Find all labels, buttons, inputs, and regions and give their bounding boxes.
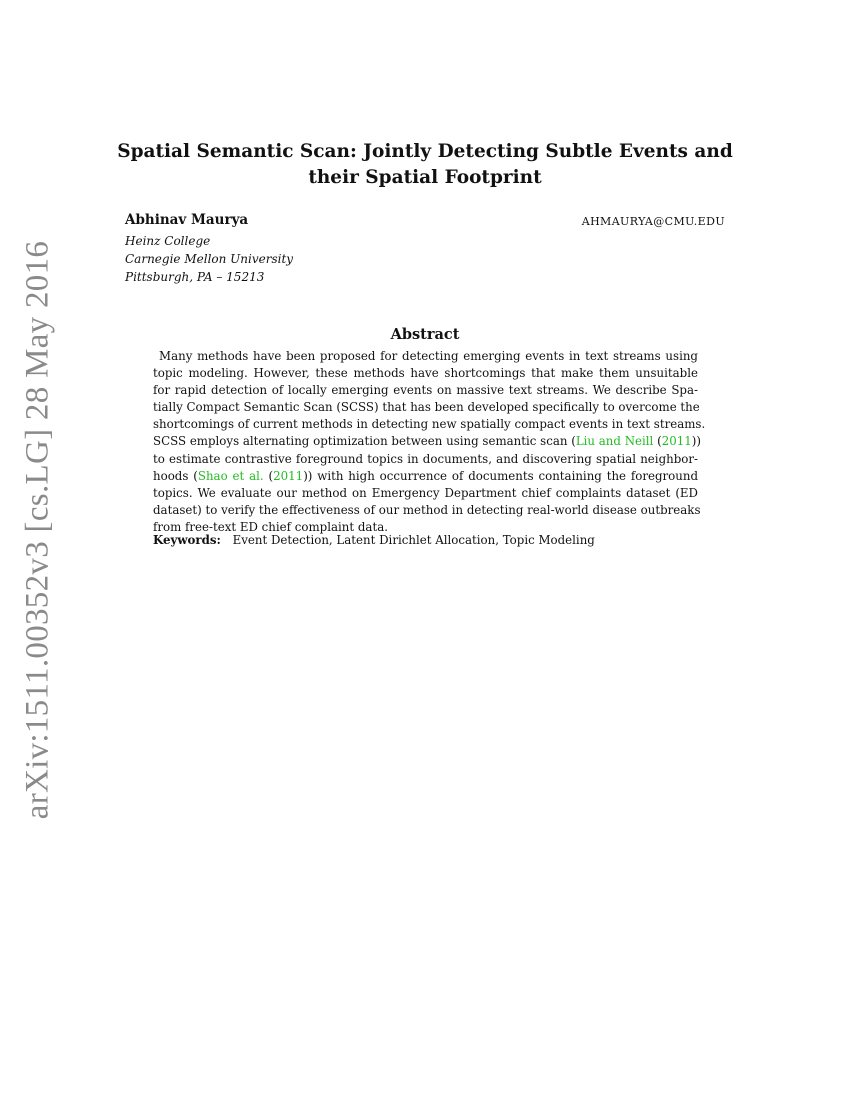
abstract-line: topics. We evaluate our method on Emergency Department chief complaints dataset (ED [153,485,698,500]
citation-link-shao[interactable]: Shao et al. [197,468,264,483]
paper-title [100,139,750,191]
abstract-body [153,348,706,536]
affiliation-university: Carnegie Mellon University [125,252,294,266]
abstract-heading: Abstract [390,326,460,343]
abstract-line: from free-text ED chief complaint data. [153,519,388,534]
abstract-line: tially Compact Semantic Scan (SCSS) that has been developed specifically to overcome the [153,400,700,415]
abstract-line: shortcomings of current methods in detecting new spatially compact events in text streams. [153,417,706,432]
author-name: Abhinav Maurya [125,212,249,228]
abstract-line: topic modeling. However, these methods have shortcomings that make them unsuitable [153,366,698,381]
abstract-line: Many methods have been proposed for detecting emerging events in text streams using [159,349,698,363]
abstract-line: dataset) to verify the effectiveness of our method in detecting real-world disease outbreaks [153,502,701,517]
author-email[interactable]: AHMAURYA@CMU.EDU [581,215,725,228]
affiliation-college: Heinz College [125,234,211,248]
keywords-label: Keywords: [153,533,221,547]
arxiv-stamp: arXiv:1511.00352v3 [cs.LG] 28 May 2016 [19,240,56,820]
title-line-1: Spatial Semantic Scan: Jointly Detecting Subtle Events and [117,141,733,162]
abstract-line-with-citation: SCSS employs alternating optimization between using semantic scan (Liu and Neill (2011)) [153,434,701,449]
keywords-text: Event Detection, Latent Dirichlet Allocation, Topic Modeling [232,533,595,547]
keywords [153,533,595,547]
abstract-line: to estimate contrastive foreground topics in documents, and discovering spatial neighbor- [153,451,698,466]
abstract-line-with-citation: hoods (Shao et al. (2011)) with high occurrence of documents containing the foreground [153,468,699,483]
citation-year-link[interactable]: 2011 [273,468,304,483]
affiliation-address: Pittsburgh, PA – 15213 [125,270,265,284]
citation-year-link[interactable]: 2011 [661,434,692,449]
citation-link-liu-neill[interactable]: Liu and Neill [575,434,654,449]
title-line-2: their Spatial Footprint [308,167,542,188]
abstract-line: for rapid detection of locally emerging events on massive text streams. We describe Spa- [153,383,698,398]
